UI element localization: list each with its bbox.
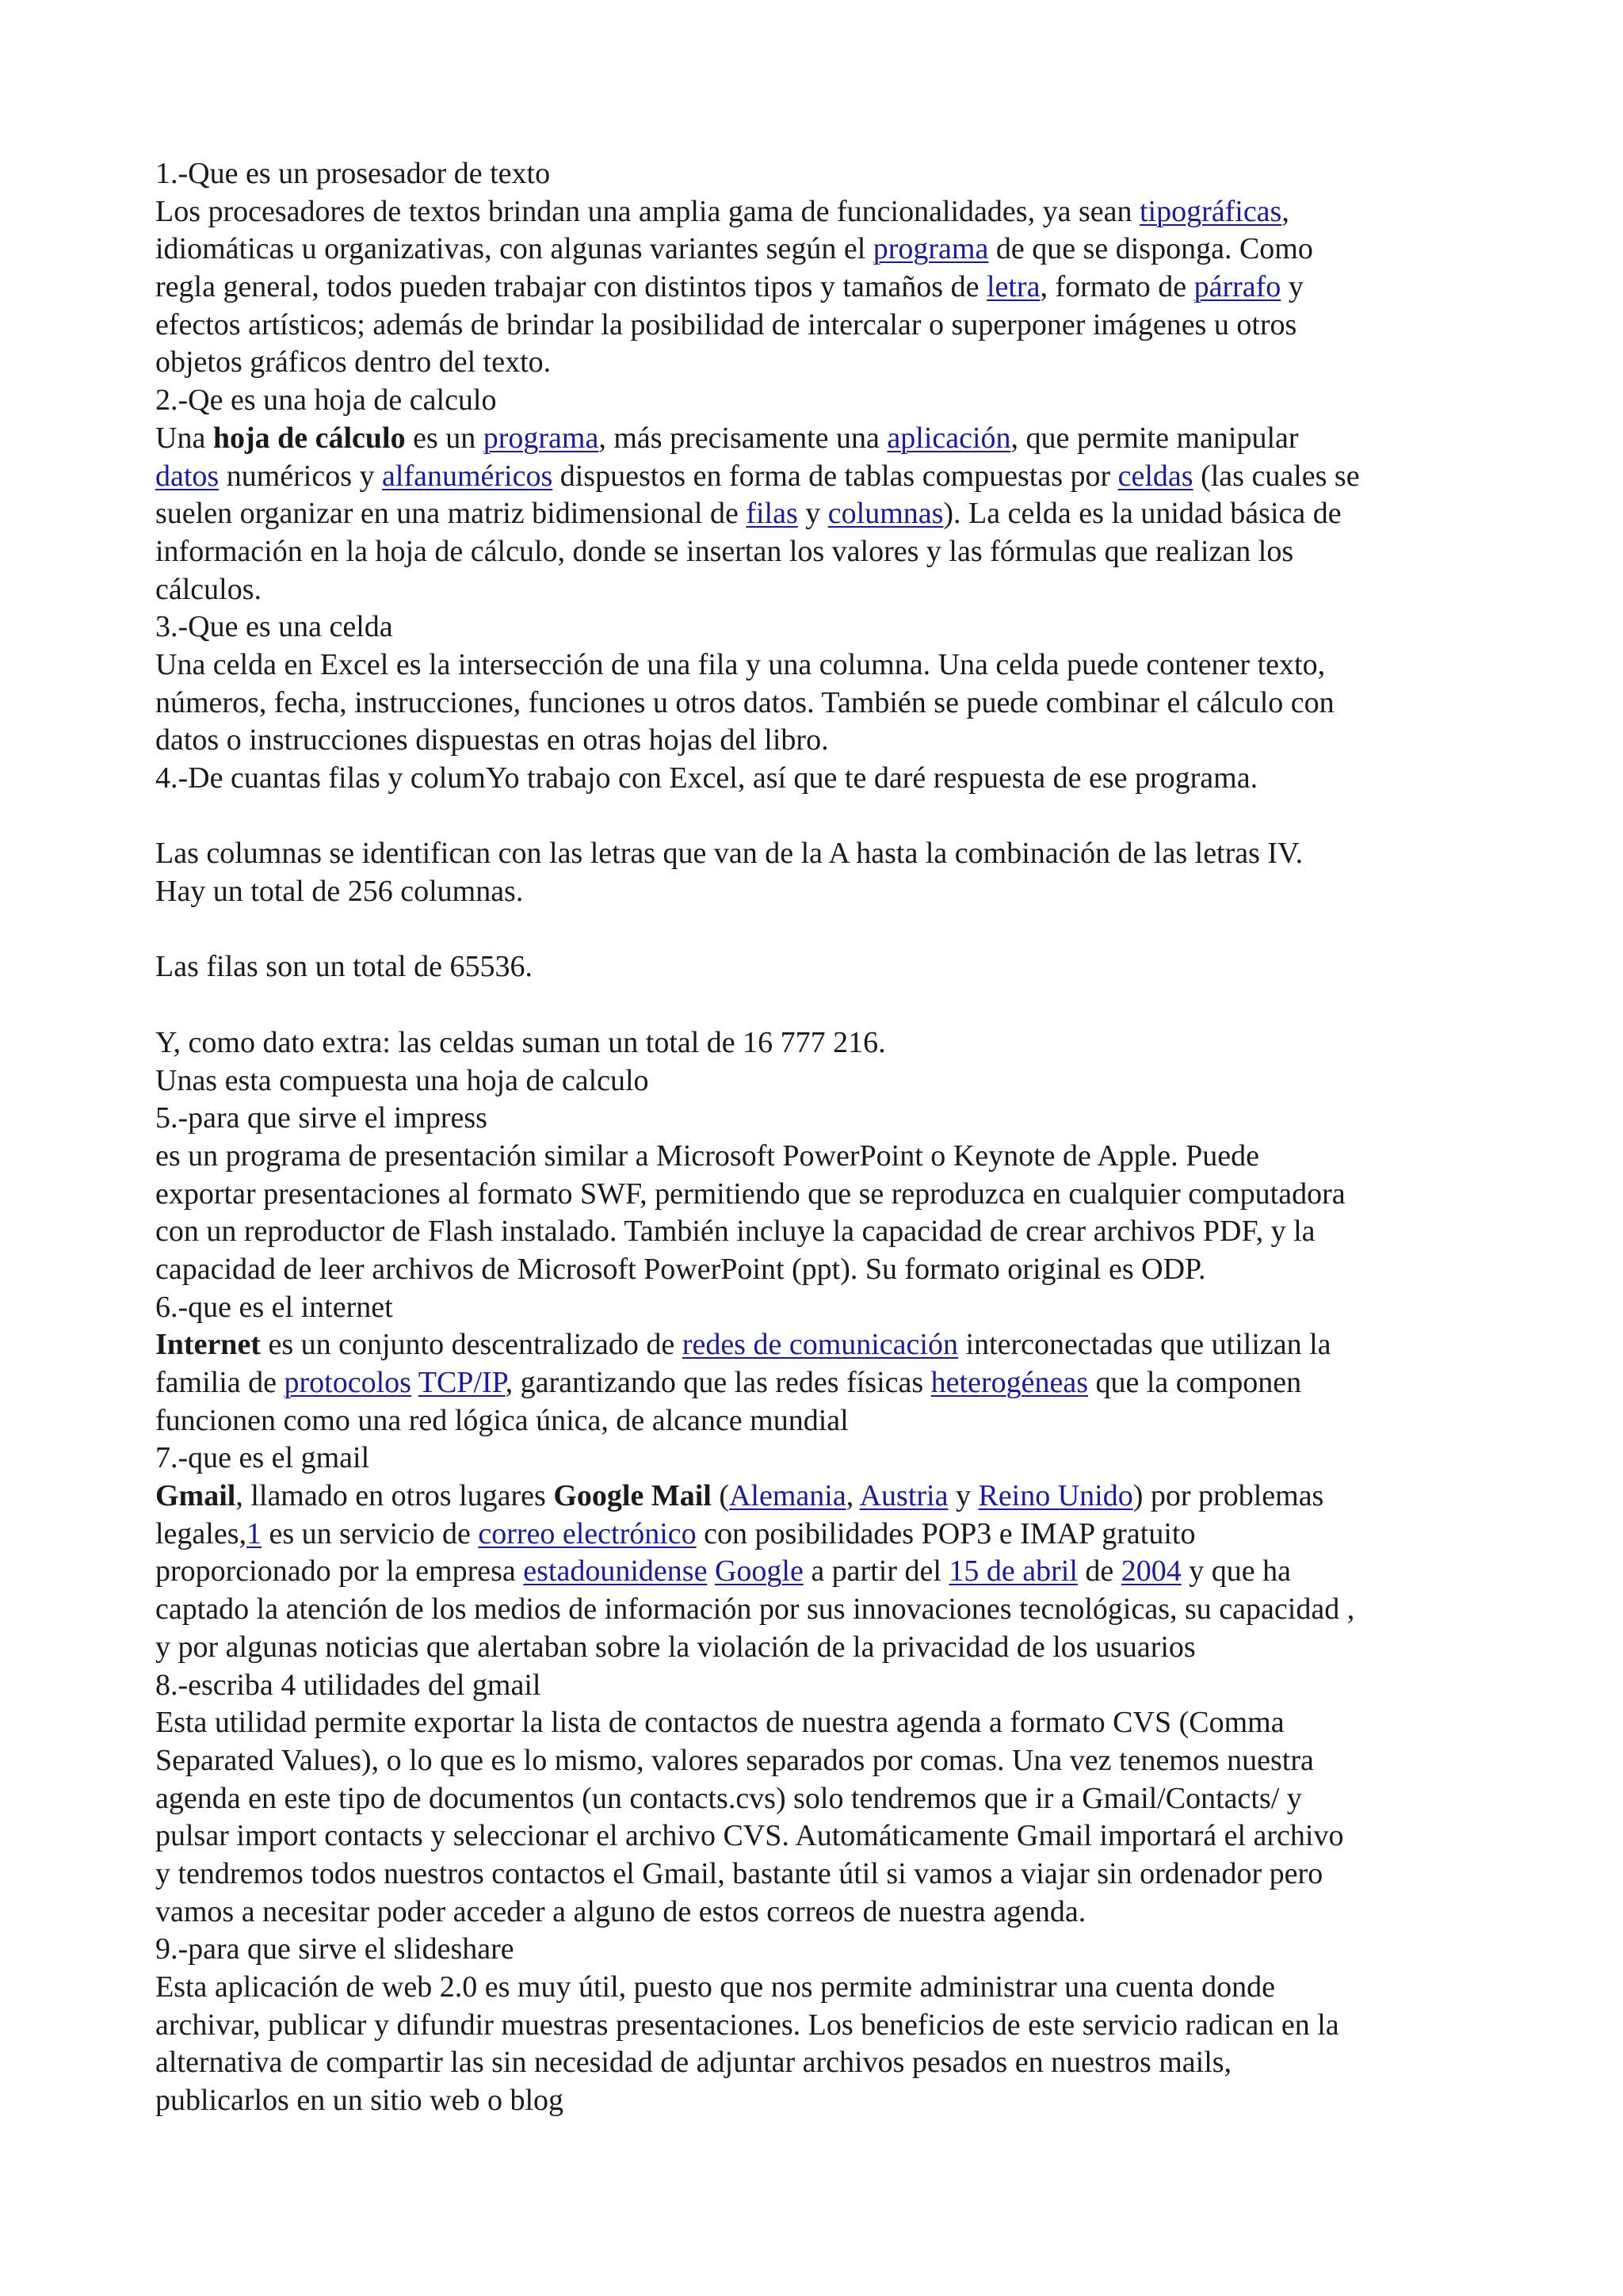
text-run: [707, 1554, 715, 1588]
text-line: [155, 1176, 1487, 1214]
blank-line: [155, 798, 1487, 836]
text-run: ,: [1281, 194, 1289, 228]
text-run: Unas esta compuesta una hoja de calculo: [155, 1063, 649, 1097]
hyperlink[interactable]: programa: [483, 421, 599, 455]
text-run: familia de: [155, 1366, 285, 1399]
text-run: ,: [846, 1479, 860, 1513]
text-run: números, fecha, instrucciones, funciones u otros datos. También se puede combinar el cálculo con: [155, 685, 1335, 719]
text-run: (las cuales se: [1193, 459, 1360, 493]
text-run: con un reproductor de Flash instalado. También incluye la capacidad de crear archivos PDF, y la: [155, 1215, 1316, 1249]
text-line: [155, 1591, 1487, 1629]
text-line: [155, 1289, 1487, 1327]
text-line: [155, 1326, 1487, 1364]
text-line: [155, 760, 1487, 798]
text-run: vamos a necesitar poder acceder a alguno de estos correos de nuestra agenda.: [155, 1894, 1086, 1928]
text-run: Esta utilidad permite exportar la lista de contactos de nuestra agenda a formato CVS (Comma: [155, 1706, 1285, 1740]
text-run: y tendremos todos nuestros contactos el Gmail, bastante útil si vamos a viajar sin ordenador pero: [155, 1856, 1323, 1890]
hyperlink[interactable]: alfanuméricos: [382, 459, 553, 493]
text-line: [155, 1969, 1487, 2007]
text-run: 2.-Qe es una hoja de calculo: [155, 383, 497, 418]
text-line: [155, 1440, 1487, 1478]
text-run: [411, 1366, 418, 1399]
text-run: 9.-para que sirve el slideshare: [155, 1932, 514, 1966]
text-run: , formato de: [1040, 270, 1194, 304]
text-line: [155, 1062, 1487, 1100]
text-run: (: [711, 1479, 729, 1513]
hyperlink[interactable]: aplicación: [887, 421, 1011, 455]
hyperlink[interactable]: Reino Unido: [978, 1479, 1133, 1513]
text-run: y: [1281, 270, 1304, 304]
text-run: Los procesadores de textos brindan una amplia gama de funcionalidades, ya sean: [155, 194, 1140, 228]
text-line: [155, 2007, 1487, 2045]
text-run: 7.-que es el gmail: [155, 1441, 370, 1475]
hyperlink[interactable]: celdas: [1117, 459, 1193, 493]
hyperlink[interactable]: estadounidense: [523, 1554, 708, 1589]
text-run: a partir del: [803, 1554, 949, 1589]
text-run: Y, como dato extra: las celdas suman un total de 16 777 216.: [155, 1025, 886, 1059]
text-line: [155, 1817, 1487, 1855]
text-line: [155, 231, 1487, 269]
text-line: [155, 1894, 1487, 1932]
text-run: funcionen como una red lógica única, de alcance mundial: [155, 1403, 849, 1437]
bold-term: Gmail: [155, 1479, 236, 1513]
text-run: de: [1077, 1554, 1121, 1589]
hyperlink[interactable]: Alemania: [728, 1479, 846, 1513]
text-run: regla general, todos pueden trabajar con distintos tipos y tamaños de: [155, 270, 987, 304]
text-run: dispuestos en forma de tablas compuestas por: [552, 459, 1118, 493]
hyperlink[interactable]: programa: [873, 232, 989, 266]
text-run: es un programa de presentación similar a Microsoft PowerPoint o Keynote de Apple. Puede: [155, 1138, 1259, 1173]
text-line: [155, 1780, 1487, 1818]
text-run: con posibilidades POP3 e IMAP gratuito: [696, 1516, 1196, 1550]
text-line: [155, 1516, 1487, 1554]
text-run: Las columnas se identifican con las letras que van de la A hasta la combinación de las letras IV.: [155, 837, 1304, 871]
text-run: , llamado en otros lugares: [235, 1479, 554, 1513]
text-line: [155, 1478, 1487, 1516]
text-line: [155, 1138, 1487, 1176]
text-run: es un: [405, 421, 483, 455]
document-body: [155, 155, 1487, 2120]
text-run: pulsar import contacts y seleccionar el archivo CVS. Automáticamente Gmail importará el archivo: [155, 1819, 1344, 1853]
text-run: y: [948, 1479, 979, 1513]
hyperlink[interactable]: 2004: [1121, 1554, 1182, 1589]
bold-term: Internet: [155, 1328, 261, 1362]
text-run: es un conjunto descentralizado de: [260, 1328, 682, 1362]
text-run: , más precisamente una: [598, 421, 888, 455]
text-run: Una: [155, 421, 213, 455]
text-line: [155, 1100, 1487, 1138]
text-run: interconectadas que utilizan la: [957, 1328, 1331, 1362]
text-run: numéricos y: [219, 459, 383, 493]
text-line: [155, 155, 1487, 193]
hyperlink[interactable]: letra: [986, 270, 1041, 304]
text-line: [155, 533, 1487, 571]
text-line: [155, 646, 1487, 685]
hyperlink[interactable]: 1: [246, 1516, 262, 1550]
text-line: [155, 608, 1487, 646]
text-line: [155, 420, 1487, 458]
text-run: información en la hoja de cálculo, donde se insertan los valores y las fórmulas que realizan los: [155, 534, 1294, 568]
text-run: Esta aplicación de web 2.0 es muy útil, puesto que nos permite administrar una cuenta donde: [155, 1970, 1275, 2004]
hyperlink[interactable]: tipográficas: [1139, 194, 1282, 228]
text-run: agenda en este tipo de documentos (un contacts.cvs) solo tendremos que ir a Gmail/Contacts/ y: [155, 1781, 1302, 1815]
text-run: ). La celda es la unidad básica de: [943, 497, 1342, 531]
text-run: exportar presentaciones al formato SWF, permitiendo que se reproduzca en cualquier computadora: [155, 1177, 1346, 1211]
hyperlink[interactable]: redes de comunicación: [682, 1328, 958, 1362]
text-run: y por algunas noticias que alertaban sobre la violación de la privacidad de los usuarios: [155, 1630, 1196, 1664]
bold-term: hoja de cálculo: [212, 421, 406, 455]
text-run: legales,: [155, 1516, 247, 1550]
text-run: que la componen: [1088, 1366, 1302, 1399]
text-run: objetos gráficos dentro del texto.: [155, 345, 552, 379]
blank-line: [155, 986, 1487, 1024]
hyperlink[interactable]: Google: [714, 1554, 804, 1589]
hyperlink[interactable]: filas: [746, 497, 798, 531]
text-run: capacidad de leer archivos de Microsoft PowerPoint (ppt). Su formato original es ODP.: [155, 1252, 1206, 1286]
text-line: [155, 948, 1487, 986]
text-run: datos o instrucciones dispuestas en otras hojas del libro.: [155, 723, 829, 757]
text-line: [155, 344, 1487, 382]
text-line: [155, 1364, 1487, 1402]
text-run: Las filas son un total de 65536.: [155, 950, 533, 984]
text-line: [155, 1553, 1487, 1591]
text-run: captado la atención de los medios de información por sus innovaciones tecnológicas, su capacidad ,: [155, 1592, 1355, 1627]
text-line: [155, 835, 1487, 873]
text-line: [155, 571, 1487, 609]
hyperlink[interactable]: protocolos: [284, 1366, 411, 1399]
text-run: y: [797, 497, 828, 531]
text-line: [155, 269, 1487, 307]
text-run: 3.-Que es una celda: [155, 610, 393, 644]
hyperlink[interactable]: correo electrónico: [478, 1516, 697, 1550]
hyperlink[interactable]: TCP/IP: [418, 1366, 506, 1399]
text-run: ) por problemas: [1132, 1479, 1324, 1513]
text-line: [155, 1855, 1487, 1894]
text-line: [155, 2082, 1487, 2120]
text-run: , que permite manipular: [1010, 421, 1299, 455]
text-line: [155, 382, 1487, 420]
text-line: [155, 1024, 1487, 1062]
hyperlink[interactable]: heterogéneas: [930, 1366, 1088, 1399]
text-line: [155, 1629, 1487, 1667]
hyperlink[interactable]: datos: [155, 459, 220, 493]
text-run: 1.-Que es un prosesador de texto: [155, 157, 551, 190]
text-run: Hay un total de 256 columnas.: [155, 875, 524, 909]
text-run: es un servicio de: [262, 1516, 479, 1550]
text-line: [155, 2044, 1487, 2082]
text-run: suelen organizar en una matriz bidimensional de: [155, 497, 747, 531]
text-line: [155, 1251, 1487, 1289]
text-run: proporcionado por la empresa: [155, 1554, 524, 1589]
bold-term: Google Mail: [553, 1479, 712, 1513]
text-run: efectos artísticos; además de brindar la posibilidad de intercalar o superponer imágenes u otros: [155, 307, 1297, 341]
text-run: 8.-escriba 4 utilidades del gmail: [155, 1668, 541, 1702]
text-line: [155, 1742, 1487, 1780]
text-line: [155, 1931, 1487, 1969]
text-run: 4.-De cuantas filas y columYo trabajo con Excel, así que te daré respuesta de ese programa.: [155, 761, 1258, 795]
text-line: [155, 722, 1487, 760]
text-line: [155, 873, 1487, 911]
text-run: cálculos.: [155, 572, 262, 606]
text-line: [155, 1402, 1487, 1440]
text-run: publicarlos en un sitio web o blog: [155, 2084, 564, 2118]
text-line: [155, 685, 1487, 723]
text-line: [155, 458, 1487, 496]
text-line: [155, 495, 1487, 533]
text-run: de que se disponga. Como: [988, 232, 1313, 266]
text-run: archivar, publicar y difundir muestras presentaciones. Los beneficios de este servicio radican en la: [155, 2008, 1339, 2042]
text-run: Separated Values), o lo que es lo mismo, valores separados por comas. Una vez tenemos nuestra: [155, 1743, 1314, 1777]
text-run: , garantizando que las redes físicas: [505, 1366, 931, 1399]
hyperlink[interactable]: columnas: [827, 497, 944, 531]
text-run: 5.-para que sirve el impress: [155, 1101, 487, 1135]
text-run: alternativa de compartir las sin necesidad de adjuntar archivos pesados en nuestros mails,: [155, 2046, 1232, 2080]
blank-line: [155, 911, 1487, 949]
text-run: Una celda en Excel es la intersección de una fila y una columna. Una celda puede contener texto,: [155, 647, 1326, 681]
text-line: [155, 1667, 1487, 1705]
hyperlink[interactable]: Austria: [859, 1479, 949, 1513]
hyperlink[interactable]: párrafo: [1193, 270, 1281, 304]
text-line: [155, 1704, 1487, 1742]
text-line: [155, 1213, 1487, 1251]
text-run: idiomáticas u organizativas, con algunas variantes según el: [155, 232, 873, 266]
text-line: [155, 193, 1487, 231]
text-line: [155, 307, 1487, 345]
hyperlink[interactable]: 15 de abril: [949, 1554, 1078, 1589]
text-run: 6.-que es el internet: [155, 1290, 393, 1324]
text-run: y que ha: [1181, 1554, 1292, 1589]
